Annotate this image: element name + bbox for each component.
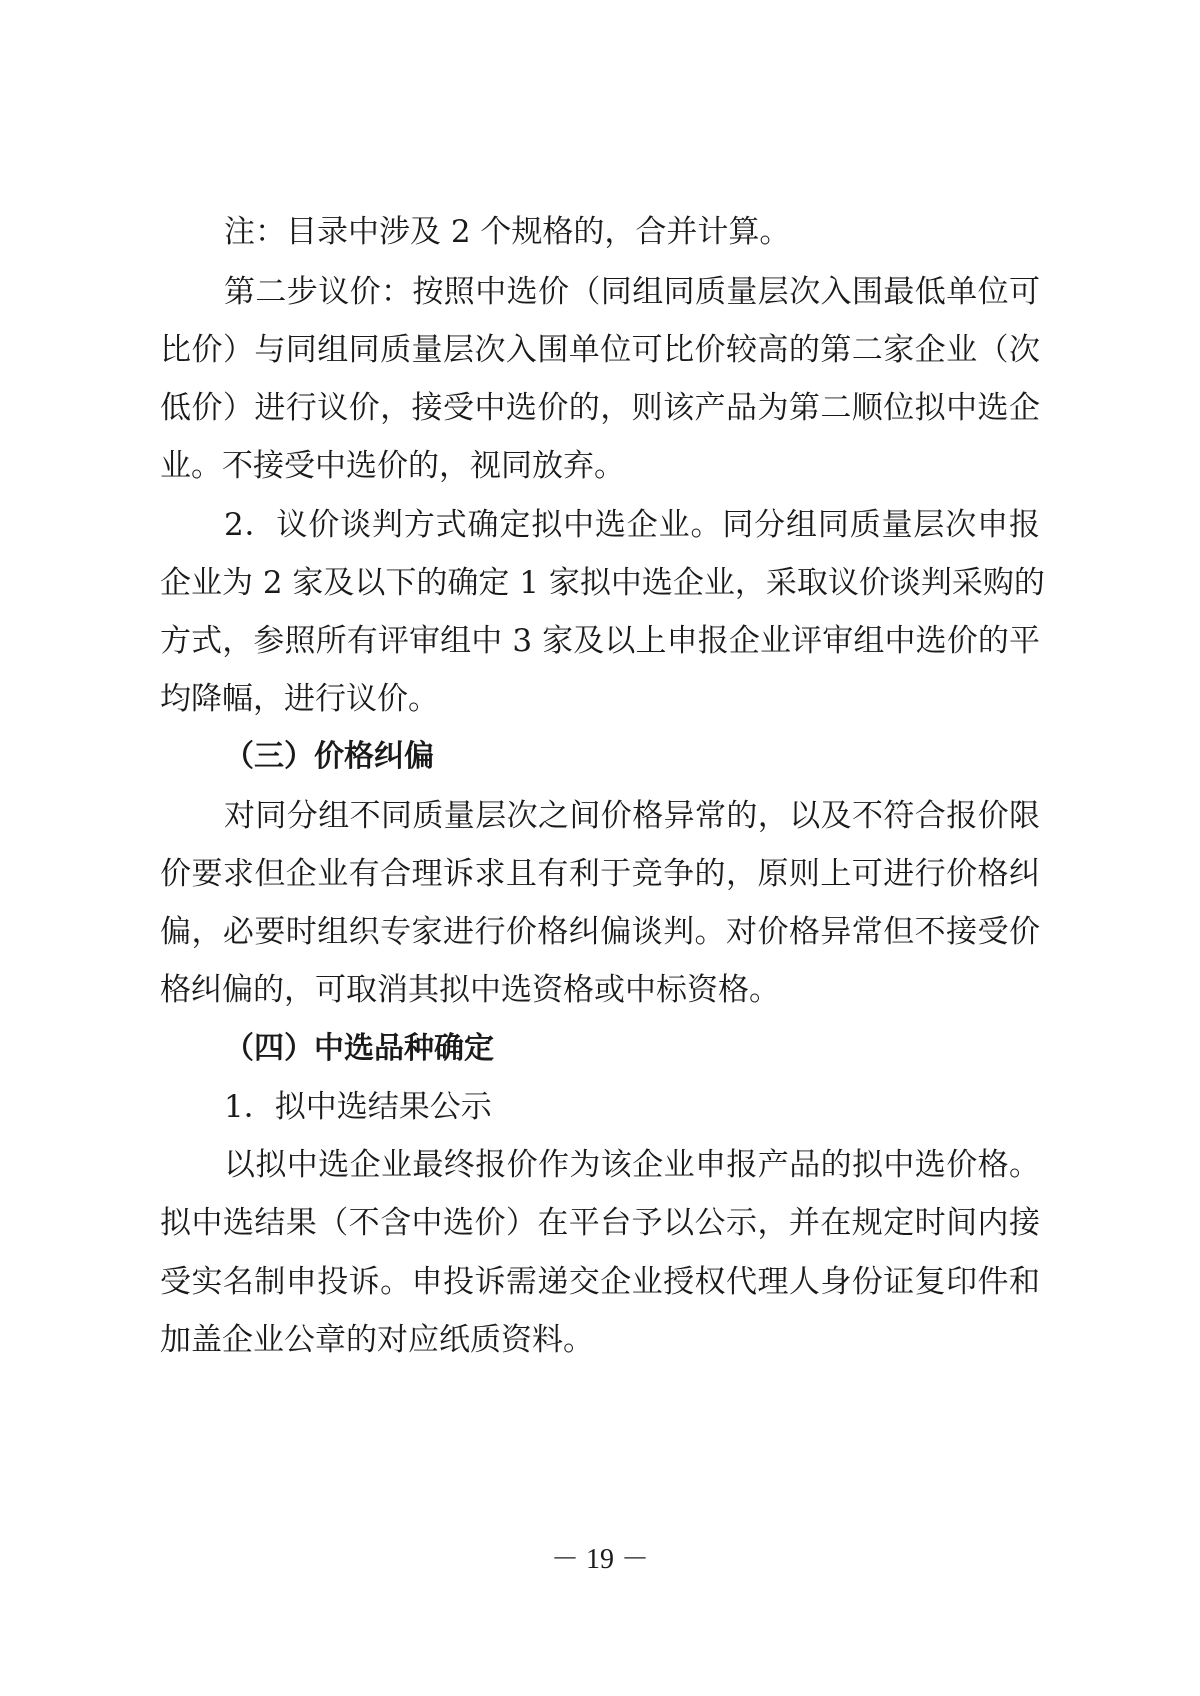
document-page [160,0,1045,1696]
paragraph-line: 企业为 2 家及以下的确定 1 家拟中选企业，采取议价谈判采购的 [160,565,1045,601]
note-line: 注：目录中涉及 2 个规格的，合并计算。 [224,214,791,250]
paragraph-line: 受实名制申投诉。申投诉需递交企业授权代理人身份证复印件和 [160,1264,1040,1300]
paragraph-line: 第二步议价：按照中选价（同组同质量层次入围最低单位可 [224,274,1040,310]
paragraph-line: 低价）进行议价，接受中选价的，则该产品为第二顺位拟中选企 [160,390,1040,426]
subsection-heading: 1．拟中选结果公示 [224,1089,492,1125]
paragraph-line: 拟中选结果（不含中选价）在平台予以公示，并在规定时间内接 [160,1205,1040,1241]
paragraph-line: 价要求但企业有合理诉求且有利于竞争的，原则上可进行价格纠 [160,856,1040,892]
paragraph-line: 加盖企业公章的对应纸质资料。 [160,1322,594,1358]
page-number: － 19 － [550,1544,649,1575]
paragraph-line: 方式，参照所有评审组中 3 家及以上申报企业评审组中选价的平 [160,623,1040,659]
section-heading: （三）价格纠偏 [224,739,434,774]
paragraph-line: 格纠偏的，可取消其拟中选资格或中标资格。 [160,972,780,1008]
section-heading: （四）中选品种确定 [224,1031,494,1066]
paragraph-line: 偏，必要时组织专家进行价格纠偏谈判。对价格异常但不接受价 [160,914,1040,950]
paragraph-line: 以拟中选企业最终报价作为该企业申报产品的拟中选价格。 [224,1147,1040,1183]
paragraph-line: 业。不接受中选价的，视同放弃。 [160,448,625,484]
paragraph-line: 2．议价谈判方式确定拟中选企业。同分组同质量层次申报 [224,507,1040,543]
paragraph-line: 比价）与同组同质量层次入围单位可比价较高的第二家企业（次 [160,332,1040,368]
paragraph-line: 均降幅，进行议价。 [160,681,439,717]
paragraph-line: 对同分组不同质量层次之间价格异常的，以及不符合报价限 [224,798,1040,834]
